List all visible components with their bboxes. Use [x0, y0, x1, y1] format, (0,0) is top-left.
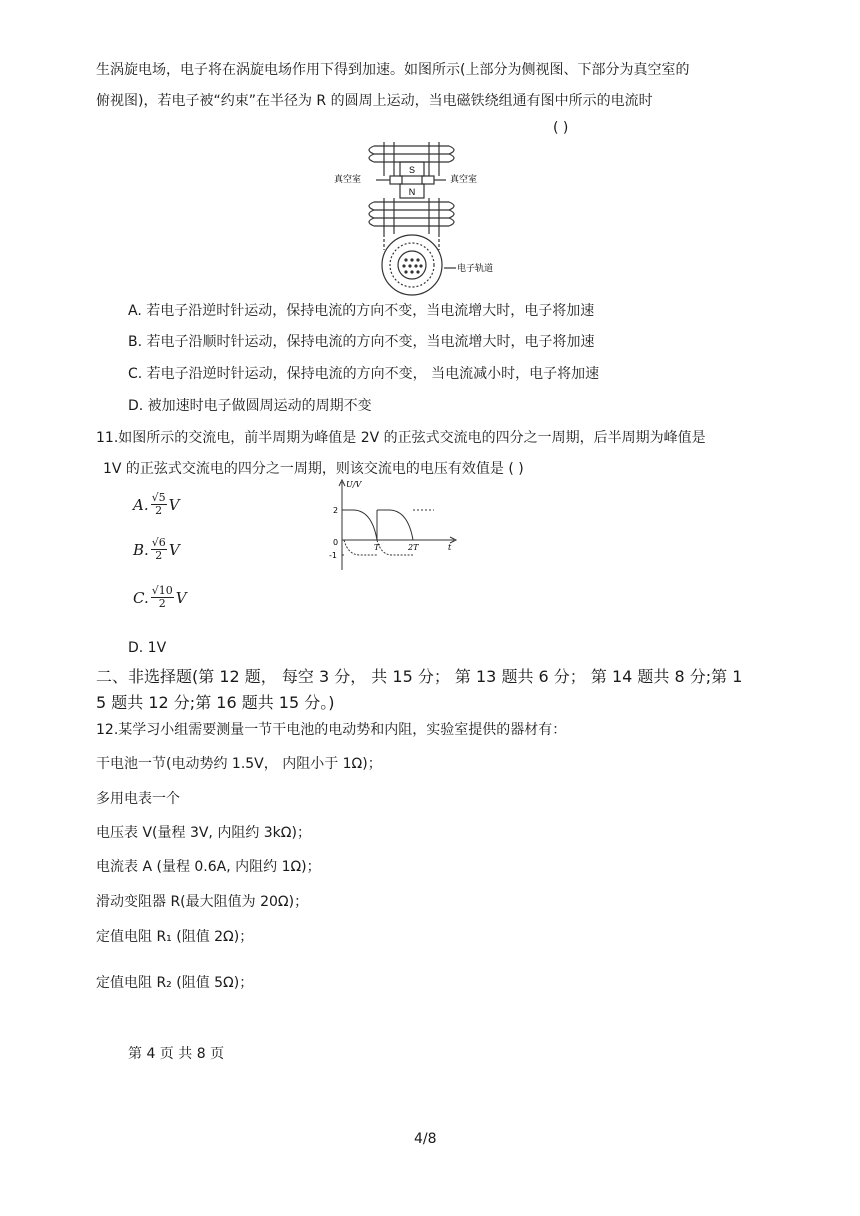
q11-option-c: C. $\frac{√10}{2}$ V [133, 584, 187, 610]
graph-tick-0: 0 [333, 538, 339, 547]
chamber-left-label: 真空室 [334, 175, 362, 185]
q11-text-line2: 1V 的正弦式交流电的四分之一周期，则该交流电的电压有效值是 ( ) [103, 461, 524, 477]
q10-text-line2: 俯视图)，若电子被“约束”在半径为 R 的圆周上运动，当电磁铁绕组通有图中所示的电流时 [96, 93, 653, 109]
q10-option-c: C. 若电子沿逆时针运动，保持电流的方向不变， 当电流减小时，电子将加速 [128, 366, 600, 382]
q12-item: 干电池一节(电动势约 1.5V， 内阻小于 1Ω)； [96, 756, 382, 772]
section2-line2: 5 题共 12 分;第 16 题共 15 分。) [96, 693, 335, 712]
graph-tick-2: 2 [333, 506, 339, 515]
section2-line1: 二、非选择题(第 12 题， 每空 3 分， 共 15 分； 第 13 题共 6 分； 第 14 题共 8 分;第 1 [96, 667, 743, 686]
q12-item: 定值电阻 R₂ (阻值 5Ω)； [96, 975, 254, 991]
q12-intro: 12.某学习小组需要测量一节干电池的电动势和内阻，实验室提供的器材有： [96, 722, 567, 738]
q11-option-d: D. 1V [128, 640, 167, 656]
graph-tick-m1: -1 [329, 551, 337, 560]
q12-item: 多用电表一个 [96, 791, 180, 807]
q10-option-d: D. 被加速时电子做圆周运动的周期不变 [128, 398, 372, 414]
graph-ylabel: U/V [346, 480, 362, 489]
chamber-right-label: 真空室 [450, 175, 478, 185]
page-number: 4/8 [414, 1131, 437, 1147]
orbit-label: 电子轨道 [457, 264, 494, 274]
q12-item: 滑动变阻器 R(最大阻值为 20Ω)； [96, 894, 309, 910]
q10-option-a: A. 若电子沿逆时针运动，保持电流的方向不变，当电流增大时，电子将加速 [128, 303, 595, 319]
pole-n-label: N [408, 187, 416, 197]
q11-option-b: B. $\frac{√6}{2}$ V [133, 536, 180, 562]
pole-s-label: S [408, 165, 416, 175]
q11-text-line1: 11.如图所示的交流电，前半周期为峰值是 2V 的正弦式交流电的四分之一周期，后半周期为峰值是 [96, 430, 706, 446]
graph-xlabel: t [448, 543, 452, 552]
betatron-figure [334, 140, 514, 298]
q12-item: 电流表 A (量程 0.6A, 内阻约 1Ω)； [96, 859, 321, 875]
graph-tick-T: T [374, 543, 380, 552]
q10-answer-paren: ( ) [553, 120, 569, 136]
page-footer-cn: 第 4 页 共 8 页 [128, 1046, 225, 1062]
q11-option-a: A. $\frac{√5}{2}$ V [133, 491, 180, 517]
graph-tick-2T: 2T [408, 543, 419, 552]
q12-item: 定值电阻 R₁ (阻值 2Ω)； [96, 929, 254, 945]
q10-option-b: B. 若电子沿顺时针运动，保持电流的方向不变，当电流增大时，电子将加速 [128, 334, 595, 350]
ac-waveform-graph [324, 478, 460, 578]
q12-item: 电压表 V(量程 3V, 内阻约 3kΩ)； [96, 825, 311, 841]
q10-text-line1: 生涡旋电场，电子将在涡旋电场作用下得到加速。如图所示(上部分为侧视图、下部分为真空室的 [96, 62, 690, 78]
